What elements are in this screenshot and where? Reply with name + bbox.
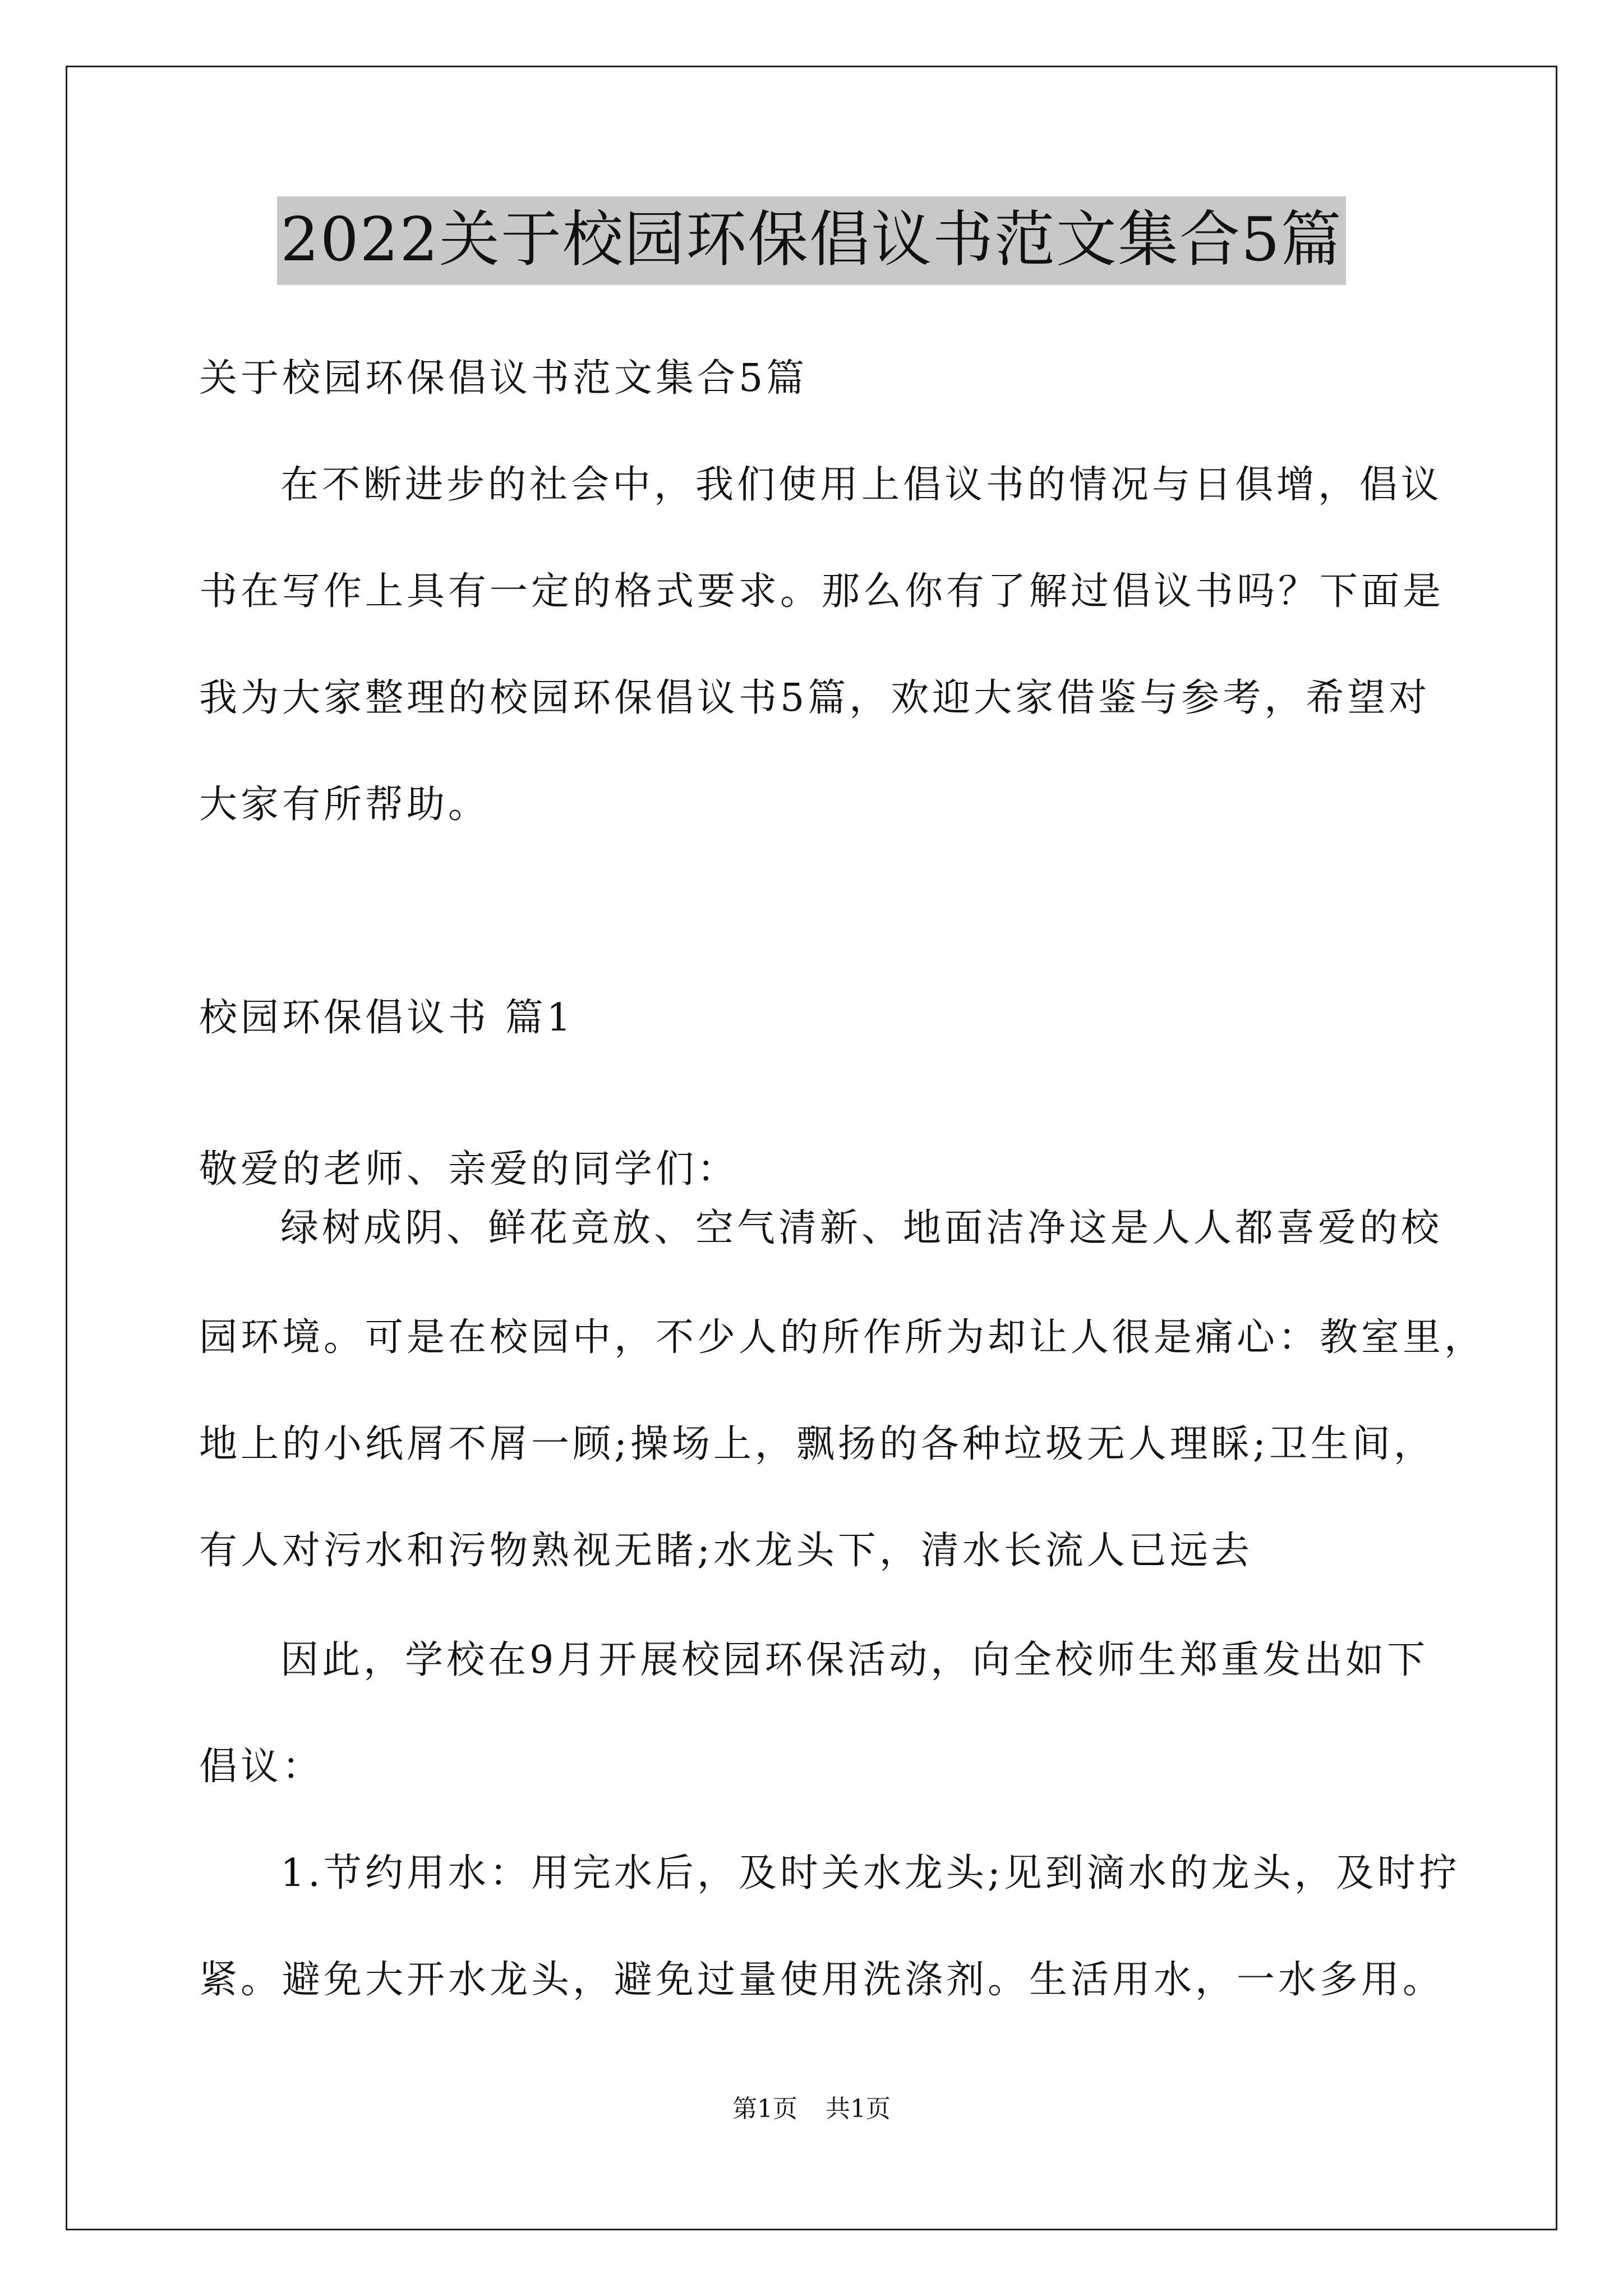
paragraph-line: 书在写作上具有一定的格式要求。那么你有了解过倡议书吗？下面是 xyxy=(199,569,1445,614)
paragraph-line: 地上的小纸屑不屑一顾;操场上，飘扬的各种垃圾无人理睬;卫生间， xyxy=(199,1422,1435,1466)
paragraph-line: 在不断进步的社会中，我们使用上倡议书的情况与日俱增，倡议 xyxy=(280,463,1443,507)
page-total: 共1页 xyxy=(826,2095,891,2123)
paragraph-line: 有人对污水和污物熟视无睹;水龙头下，清水长流人已远去 xyxy=(199,1529,1253,1573)
paragraph-line: 绿树成阴、鲜花竞放、空气清新、地面洁净这是人人都喜爱的校 xyxy=(280,1206,1443,1250)
paragraph-line: 大家有所帮助。 xyxy=(199,783,490,827)
paragraph-line: 我为大家整理的校园环保倡议书5篇，欢迎大家借鉴与参考，希望对 xyxy=(199,676,1431,720)
paragraph-line: 倡议： xyxy=(199,1745,324,1789)
document-title-container xyxy=(0,196,1623,285)
subtitle-line: 关于校园环保倡议书范文集合5篇 xyxy=(199,356,808,401)
paragraph-line: 1.节约用水：用完水后，及时关水龙头;见到滴水的龙头，及时拧 xyxy=(280,1851,1460,1895)
document-title: 2022关于校园环保倡议书范文集合5篇 xyxy=(277,196,1346,285)
paragraph-line: 因此，学校在9月开展校园环保活动，向全校师生郑重发出如下 xyxy=(280,1638,1429,1682)
paragraph-line: 紧。避免大开水龙头，避免过量使用洗涤剂。生活用水，一水多用。 xyxy=(199,1958,1445,2002)
paragraph-line: 园环境。可是在校园中，不少人的所作所为却让人很是痛心：教室里， xyxy=(199,1315,1486,1360)
section-heading: 校园环保倡议书 篇1 xyxy=(199,996,574,1040)
page-footer xyxy=(0,2092,1623,2126)
salutation-line: 敬爱的老师、亲爱的同学们： xyxy=(199,1147,739,1191)
page-number: 第1页 xyxy=(732,2095,797,2123)
